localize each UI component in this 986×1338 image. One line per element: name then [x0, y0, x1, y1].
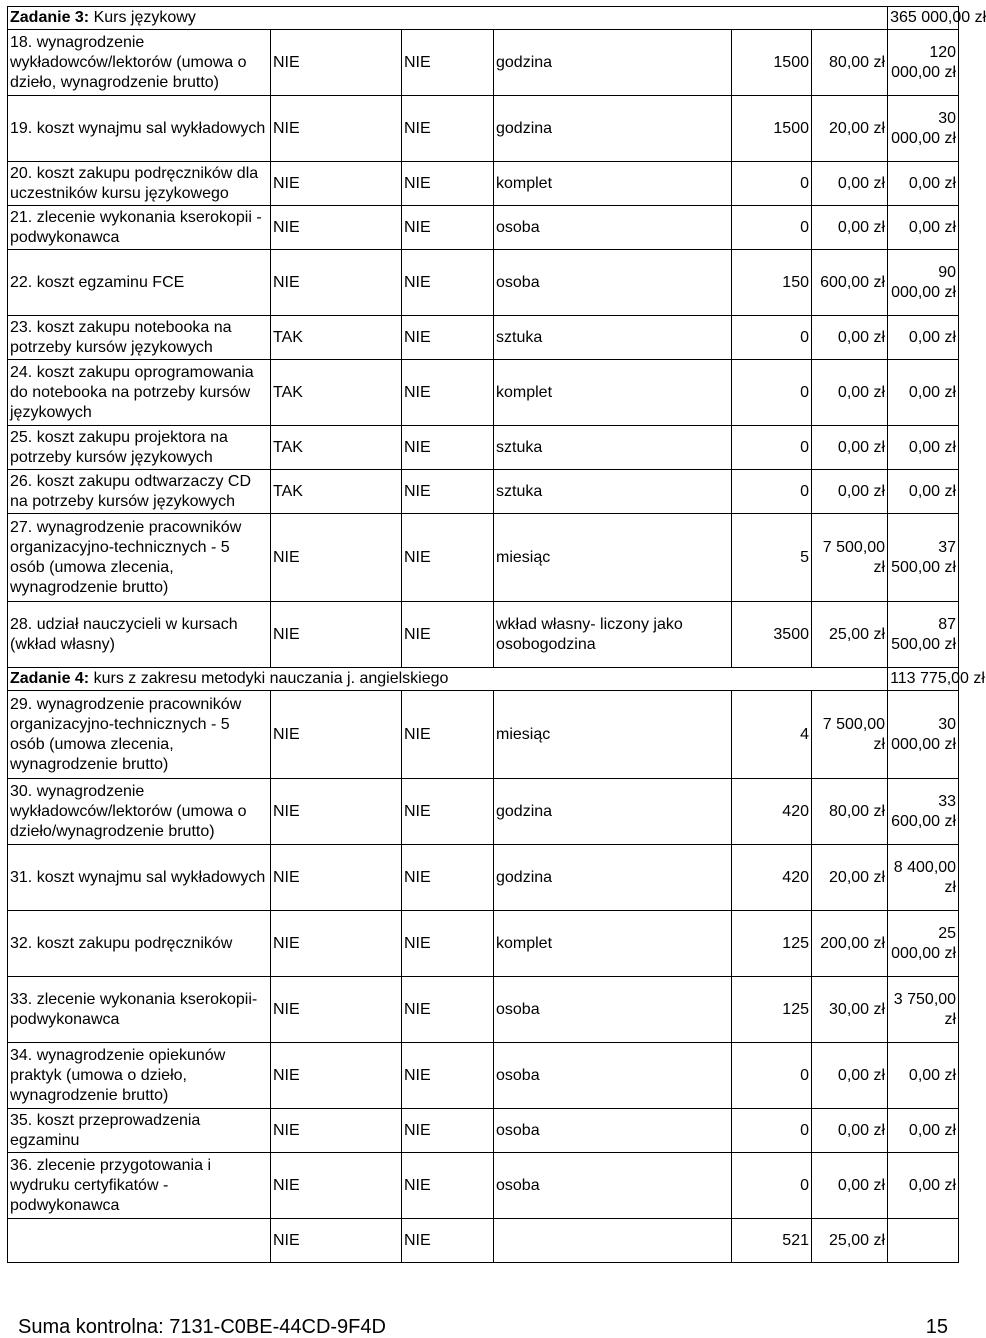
- quantity: 420: [732, 845, 812, 911]
- line-total: 0,00 zł: [888, 426, 959, 470]
- vat-flag: NIE: [402, 316, 494, 360]
- vat-flag: NIE: [402, 691, 494, 779]
- budget-table: [7, 6, 986, 1263]
- line-total: 120 000,00 zł: [888, 30, 959, 96]
- page-footer: [18, 1316, 948, 1338]
- quantity: 0: [732, 1153, 812, 1219]
- unit-price: 7 500,00 zł: [812, 691, 888, 779]
- unit-of-measure: sztuka: [494, 426, 732, 470]
- unit-of-measure: osoba: [494, 977, 732, 1043]
- unit-of-measure: [494, 1219, 732, 1263]
- quantity: 0: [732, 426, 812, 470]
- vat-flag: NIE: [402, 360, 494, 426]
- section-description: kurs z zakresu metodyki nauczania j. angielskiego: [89, 670, 449, 687]
- vat-flag: NIE: [402, 1219, 494, 1263]
- page-number: 15: [925, 1316, 948, 1338]
- item-description: 36. zlecenie przygotowania i wydruku certyfikatów - podwykonawca: [8, 1153, 271, 1219]
- unit-price: 80,00 zł: [812, 30, 888, 96]
- line-total: 25 000,00 zł: [888, 911, 959, 977]
- vat-flag: NIE: [402, 602, 494, 668]
- quantity: 150: [732, 250, 812, 316]
- unit-of-measure: godzina: [494, 96, 732, 162]
- quantity: 1500: [732, 30, 812, 96]
- quantity: 125: [732, 977, 812, 1043]
- quantity: 0: [732, 316, 812, 360]
- table-row: [8, 316, 959, 360]
- unit-price: 25,00 zł: [812, 1219, 888, 1263]
- vat-flag: NIE: [402, 1153, 494, 1219]
- table-row: [8, 1219, 959, 1263]
- unit-of-measure: sztuka: [494, 316, 732, 360]
- eligibility-flag: NIE: [271, 779, 402, 845]
- unit-price: 7 500,00 zł: [812, 514, 888, 602]
- section-total: 365 000,00 zł: [888, 7, 959, 30]
- item-description: 23. koszt zakupu notebooka na potrzeby kursów językowych: [8, 316, 271, 360]
- unit-of-measure: godzina: [494, 779, 732, 845]
- item-description: 28. udział nauczycieli w kursach (wkład własny): [8, 602, 271, 668]
- section-title: [8, 668, 888, 691]
- unit-price: 600,00 zł: [812, 250, 888, 316]
- eligibility-flag: NIE: [271, 911, 402, 977]
- line-total: 90 000,00 zł: [888, 250, 959, 316]
- vat-flag: NIE: [402, 426, 494, 470]
- table-row: [8, 1153, 959, 1219]
- item-description: 24. koszt zakupu oprogramowania do notebooka na potrzeby kursów językowych: [8, 360, 271, 426]
- eligibility-flag: NIE: [271, 602, 402, 668]
- eligibility-flag: NIE: [271, 1153, 402, 1219]
- vat-flag: NIE: [402, 845, 494, 911]
- quantity: 0: [732, 162, 812, 206]
- line-total: 0,00 zł: [888, 470, 959, 514]
- eligibility-flag: TAK: [271, 426, 402, 470]
- vat-flag: NIE: [402, 470, 494, 514]
- table-row: [8, 162, 959, 206]
- line-total: 30 000,00 zł: [888, 96, 959, 162]
- unit-of-measure: sztuka: [494, 470, 732, 514]
- unit-of-measure: komplet: [494, 162, 732, 206]
- vat-flag: NIE: [402, 911, 494, 977]
- item-description: 34. wynagrodzenie opiekunów praktyk (umowa o dzieło, wynagrodzenie brutto): [8, 1043, 271, 1109]
- item-description: [8, 1219, 271, 1263]
- table-row: [8, 602, 959, 668]
- section-title: [8, 7, 888, 30]
- eligibility-flag: TAK: [271, 316, 402, 360]
- item-description: 18. wynagrodzenie wykładowców/lektorów (umowa o dzieło, wynagrodzenie brutto): [8, 30, 271, 96]
- unit-price: 0,00 zł: [812, 206, 888, 250]
- vat-flag: NIE: [402, 96, 494, 162]
- line-total: [888, 1219, 959, 1263]
- line-total: 33 600,00 zł: [888, 779, 959, 845]
- unit-price: 20,00 zł: [812, 96, 888, 162]
- vat-flag: NIE: [402, 162, 494, 206]
- eligibility-flag: NIE: [271, 691, 402, 779]
- unit-of-measure: osoba: [494, 1043, 732, 1109]
- table-row: [8, 1109, 959, 1153]
- table-row: [8, 250, 959, 316]
- table-row: [8, 30, 959, 96]
- line-total: 0,00 zł: [888, 206, 959, 250]
- item-description: 19. koszt wynajmu sal wykładowych: [8, 96, 271, 162]
- table-row: [8, 911, 959, 977]
- unit-price: 20,00 zł: [812, 845, 888, 911]
- item-description: 30. wynagrodzenie wykładowców/lektorów (umowa o dzieło/wynagrodzenie brutto): [8, 779, 271, 845]
- section-header-row: [8, 668, 959, 691]
- table-row: [8, 470, 959, 514]
- line-total: 30 000,00 zł: [888, 691, 959, 779]
- line-total: 37 500,00 zł: [888, 514, 959, 602]
- unit-price: 200,00 zł: [812, 911, 888, 977]
- quantity: 125: [732, 911, 812, 977]
- unit-price: 0,00 zł: [812, 426, 888, 470]
- unit-of-measure: godzina: [494, 845, 732, 911]
- section-label: Zadanie 3:: [10, 9, 90, 26]
- eligibility-flag: NIE: [271, 845, 402, 911]
- unit-of-measure: miesiąc: [494, 514, 732, 602]
- section-label: Zadanie 4:: [10, 670, 90, 687]
- quantity: 4: [732, 691, 812, 779]
- unit-price: 0,00 zł: [812, 1043, 888, 1109]
- item-description: 25. koszt zakupu projektora na potrzeby kursów językowych: [8, 426, 271, 470]
- table-row: [8, 977, 959, 1043]
- unit-of-measure: osoba: [494, 1109, 732, 1153]
- unit-price: 30,00 zł: [812, 977, 888, 1043]
- table-row: [8, 1043, 959, 1109]
- vat-flag: NIE: [402, 977, 494, 1043]
- line-total: 0,00 zł: [888, 1109, 959, 1153]
- unit-price: 0,00 zł: [812, 316, 888, 360]
- section-total: 113 775,00 zł: [888, 668, 959, 691]
- quantity: 5: [732, 514, 812, 602]
- vat-flag: NIE: [402, 1109, 494, 1153]
- table-row: [8, 206, 959, 250]
- unit-price: 0,00 zł: [812, 162, 888, 206]
- unit-of-measure: osoba: [494, 250, 732, 316]
- unit-of-measure: wkład własny- liczony jako osobogodzina: [494, 602, 732, 668]
- eligibility-flag: NIE: [271, 514, 402, 602]
- line-total: 0,00 zł: [888, 360, 959, 426]
- unit-price: 80,00 zł: [812, 779, 888, 845]
- quantity: 3500: [732, 602, 812, 668]
- quantity: 521: [732, 1219, 812, 1263]
- quantity: 0: [732, 1109, 812, 1153]
- quantity: 0: [732, 206, 812, 250]
- unit-of-measure: osoba: [494, 206, 732, 250]
- item-description: 31. koszt wynajmu sal wykładowych: [8, 845, 271, 911]
- quantity: 420: [732, 779, 812, 845]
- eligibility-flag: NIE: [271, 1043, 402, 1109]
- line-total: 0,00 zł: [888, 1043, 959, 1109]
- table-row: [8, 779, 959, 845]
- eligibility-flag: NIE: [271, 977, 402, 1043]
- item-description: 20. koszt zakupu podręczników dla uczestników kursu językowego: [8, 162, 271, 206]
- unit-price: 0,00 zł: [812, 470, 888, 514]
- vat-flag: NIE: [402, 514, 494, 602]
- table-row: [8, 845, 959, 911]
- unit-of-measure: komplet: [494, 911, 732, 977]
- eligibility-flag: NIE: [271, 162, 402, 206]
- section-header-row: [8, 7, 959, 30]
- eligibility-flag: NIE: [271, 1219, 402, 1263]
- unit-price: 25,00 zł: [812, 602, 888, 668]
- unit-of-measure: godzina: [494, 30, 732, 96]
- line-total: 8 400,00 zł: [888, 845, 959, 911]
- vat-flag: NIE: [402, 1043, 494, 1109]
- item-description: 21. zlecenie wykonania kserokopii - podwykonawca: [8, 206, 271, 250]
- eligibility-flag: NIE: [271, 206, 402, 250]
- table-row: [8, 514, 959, 602]
- unit-price: 0,00 zł: [812, 360, 888, 426]
- unit-of-measure: miesiąc: [494, 691, 732, 779]
- vat-flag: NIE: [402, 30, 494, 96]
- unit-price: 0,00 zł: [812, 1109, 888, 1153]
- quantity: 0: [732, 360, 812, 426]
- checksum-text: Suma kontrolna: 7131-C0BE-44CD-9F4D: [18, 1316, 386, 1338]
- item-description: 33. zlecenie wykonania kserokopii-podwykonawca: [8, 977, 271, 1043]
- quantity: 0: [732, 470, 812, 514]
- eligibility-flag: NIE: [271, 1109, 402, 1153]
- item-description: 26. koszt zakupu odtwarzaczy CD na potrzeby kursów językowych: [8, 470, 271, 514]
- item-description: 22. koszt egzaminu FCE: [8, 250, 271, 316]
- quantity: 0: [732, 1043, 812, 1109]
- table-row: [8, 426, 959, 470]
- section-description: Kurs językowy: [89, 9, 196, 26]
- line-total: 87 500,00 zł: [888, 602, 959, 668]
- item-description: 35. koszt przeprowadzenia egzaminu: [8, 1109, 271, 1153]
- unit-price: 0,00 zł: [812, 1153, 888, 1219]
- item-description: 27. wynagrodzenie pracowników organizacyjno-technicznych - 5 osób (umowa zlecenia, wynagrodzenie brutto): [8, 514, 271, 602]
- line-total: 0,00 zł: [888, 162, 959, 206]
- line-total: 0,00 zł: [888, 1153, 959, 1219]
- eligibility-flag: NIE: [271, 96, 402, 162]
- budget-table-body: [8, 7, 986, 1263]
- line-total: 3 750,00 zł: [888, 977, 959, 1043]
- table-row: [8, 96, 959, 162]
- item-description: 29. wynagrodzenie pracowników organizacyjno-technicznych - 5 osób (umowa zlecenia, wynagrodzenie brutto): [8, 691, 271, 779]
- line-total: 0,00 zł: [888, 316, 959, 360]
- vat-flag: NIE: [402, 250, 494, 316]
- eligibility-flag: TAK: [271, 470, 402, 514]
- table-row: [8, 691, 959, 779]
- eligibility-flag: NIE: [271, 250, 402, 316]
- table-row: [8, 360, 959, 426]
- vat-flag: NIE: [402, 206, 494, 250]
- unit-of-measure: osoba: [494, 1153, 732, 1219]
- item-description: 32. koszt zakupu podręczników: [8, 911, 271, 977]
- unit-of-measure: komplet: [494, 360, 732, 426]
- quantity: 1500: [732, 96, 812, 162]
- vat-flag: NIE: [402, 779, 494, 845]
- eligibility-flag: TAK: [271, 360, 402, 426]
- eligibility-flag: NIE: [271, 30, 402, 96]
